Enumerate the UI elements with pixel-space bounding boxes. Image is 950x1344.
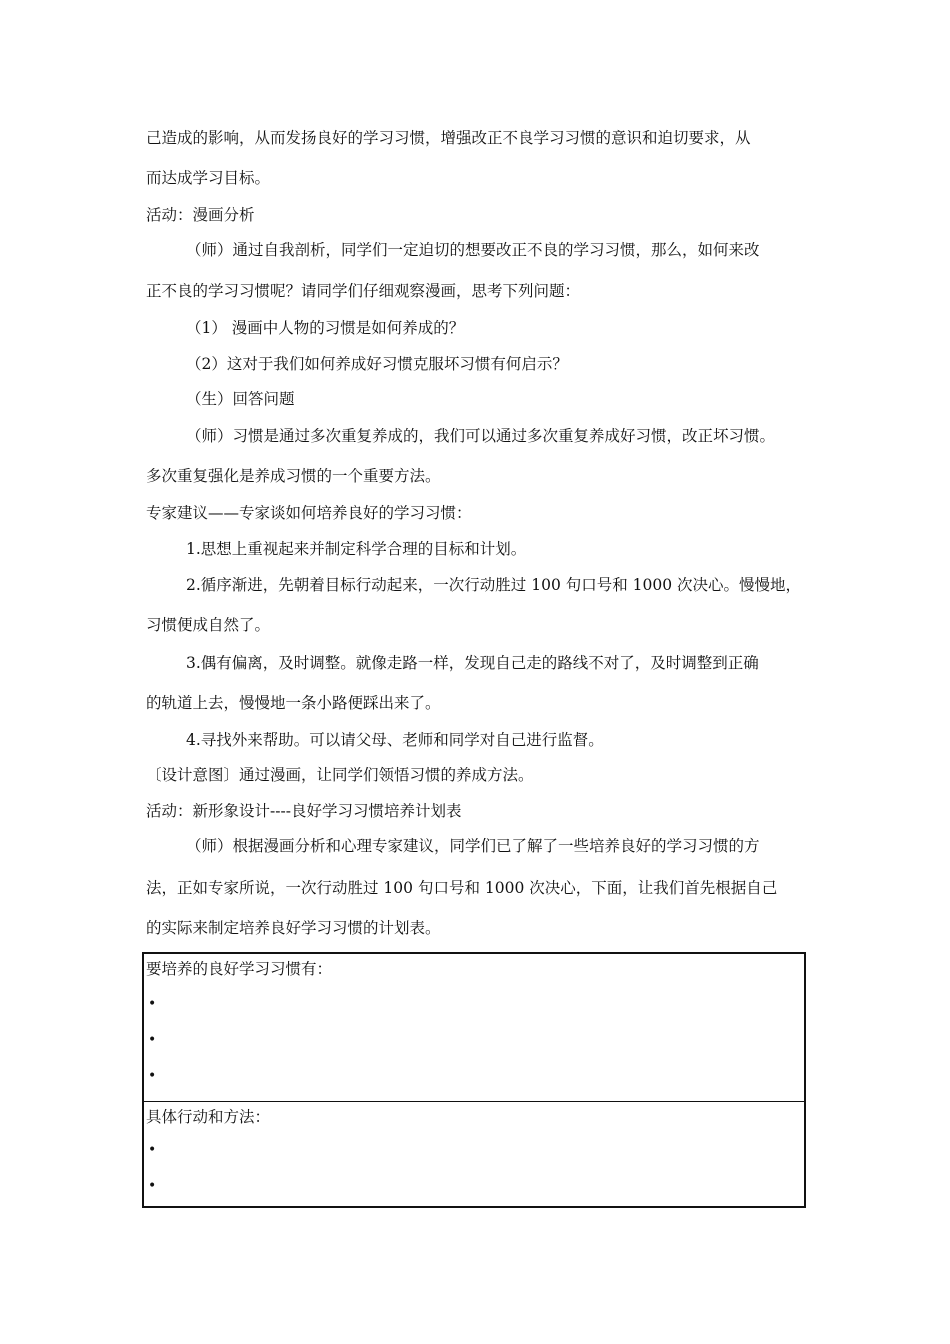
text-line: 习惯便成自然了。 <box>146 616 271 634</box>
text-line: 己造成的影响，从而发扬良好的学习习惯，增强改正不良学习习惯的意识和迫切要求，从 <box>146 129 751 147</box>
actions-heading: 具体行动和方法： <box>146 1108 271 1126</box>
text-line: 的轨道上去，慢慢地一条小路便踩出来了。 <box>146 694 441 712</box>
habits-heading: 要培养的良好学习习惯有： <box>146 960 333 978</box>
text-line: （师）习惯是通过多次重复养成的，我们可以通过多次重复养成好习惯，改正坏习惯。 <box>186 427 776 445</box>
bullet-icon: • <box>148 996 157 1012</box>
advice-item-4: 4.寻找外来帮助。可以请父母、老师和同学对自己进行监督。 <box>186 731 604 749</box>
bullet-icon: • <box>148 1142 157 1158</box>
advice-item-2: 2.循序渐进，先朝着目标行动起来，一次行动胜过 100 句口号和 1000 次决心。慢慢地， <box>186 576 802 594</box>
question-1: （1） 漫画中人物的习惯是如何养成的？ <box>186 319 465 337</box>
actions-cell <box>144 1102 804 1208</box>
habits-cell <box>144 954 804 1102</box>
text-line: （师）通过自我剖析，同学们一定迫切的想要改正不良的学习习惯，那么，如何来改 <box>186 241 760 259</box>
activity-heading-comic-analysis: 活动：漫画分析 <box>146 206 255 224</box>
text-line: （师）根据漫画分析和心理专家建议，同学们已了解了一些培养良好的学习习惯的方 <box>186 837 760 855</box>
text-line: 而达成学习目标。 <box>146 169 271 187</box>
advice-item-3: 3.偶有偏离，及时调整。就像走路一样，发现自己走的路线不对了，及时调整到正确 <box>186 654 759 672</box>
bullet-icon: • <box>148 1032 157 1048</box>
bullet-icon: • <box>148 1178 157 1194</box>
design-intent: 〔设计意图〕通过漫画，让同学们领悟习惯的养成方法。 <box>146 766 534 784</box>
habit-plan-table <box>142 952 806 1208</box>
text-line: （生）回答问题 <box>186 390 295 408</box>
text-line: 的实际来制定培养良好学习习惯的计划表。 <box>146 919 441 937</box>
activity-heading-plan: 活动：新形象设计----良好学习习惯培养计划表 <box>146 802 462 820</box>
text-line: 正不良的学习习惯呢？请同学们仔细观察漫画，思考下列问题： <box>146 282 581 300</box>
question-2: （2）这对于我们如何养成好习惯克服坏习惯有何启示？ <box>186 355 568 373</box>
bullet-icon: • <box>148 1068 157 1084</box>
text-line: 多次重复强化是养成习惯的一个重要方法。 <box>146 467 441 485</box>
advice-item-1: 1.思想上重视起来并制定科学合理的目标和计划。 <box>186 540 527 558</box>
expert-advice-heading: 专家建议——专家谈如何培养良好的学习习惯： <box>146 504 472 522</box>
text-line: 法，正如专家所说，一次行动胜过 100 句口号和 1000 次决心，下面，让我们首先根据自己 <box>146 879 778 897</box>
